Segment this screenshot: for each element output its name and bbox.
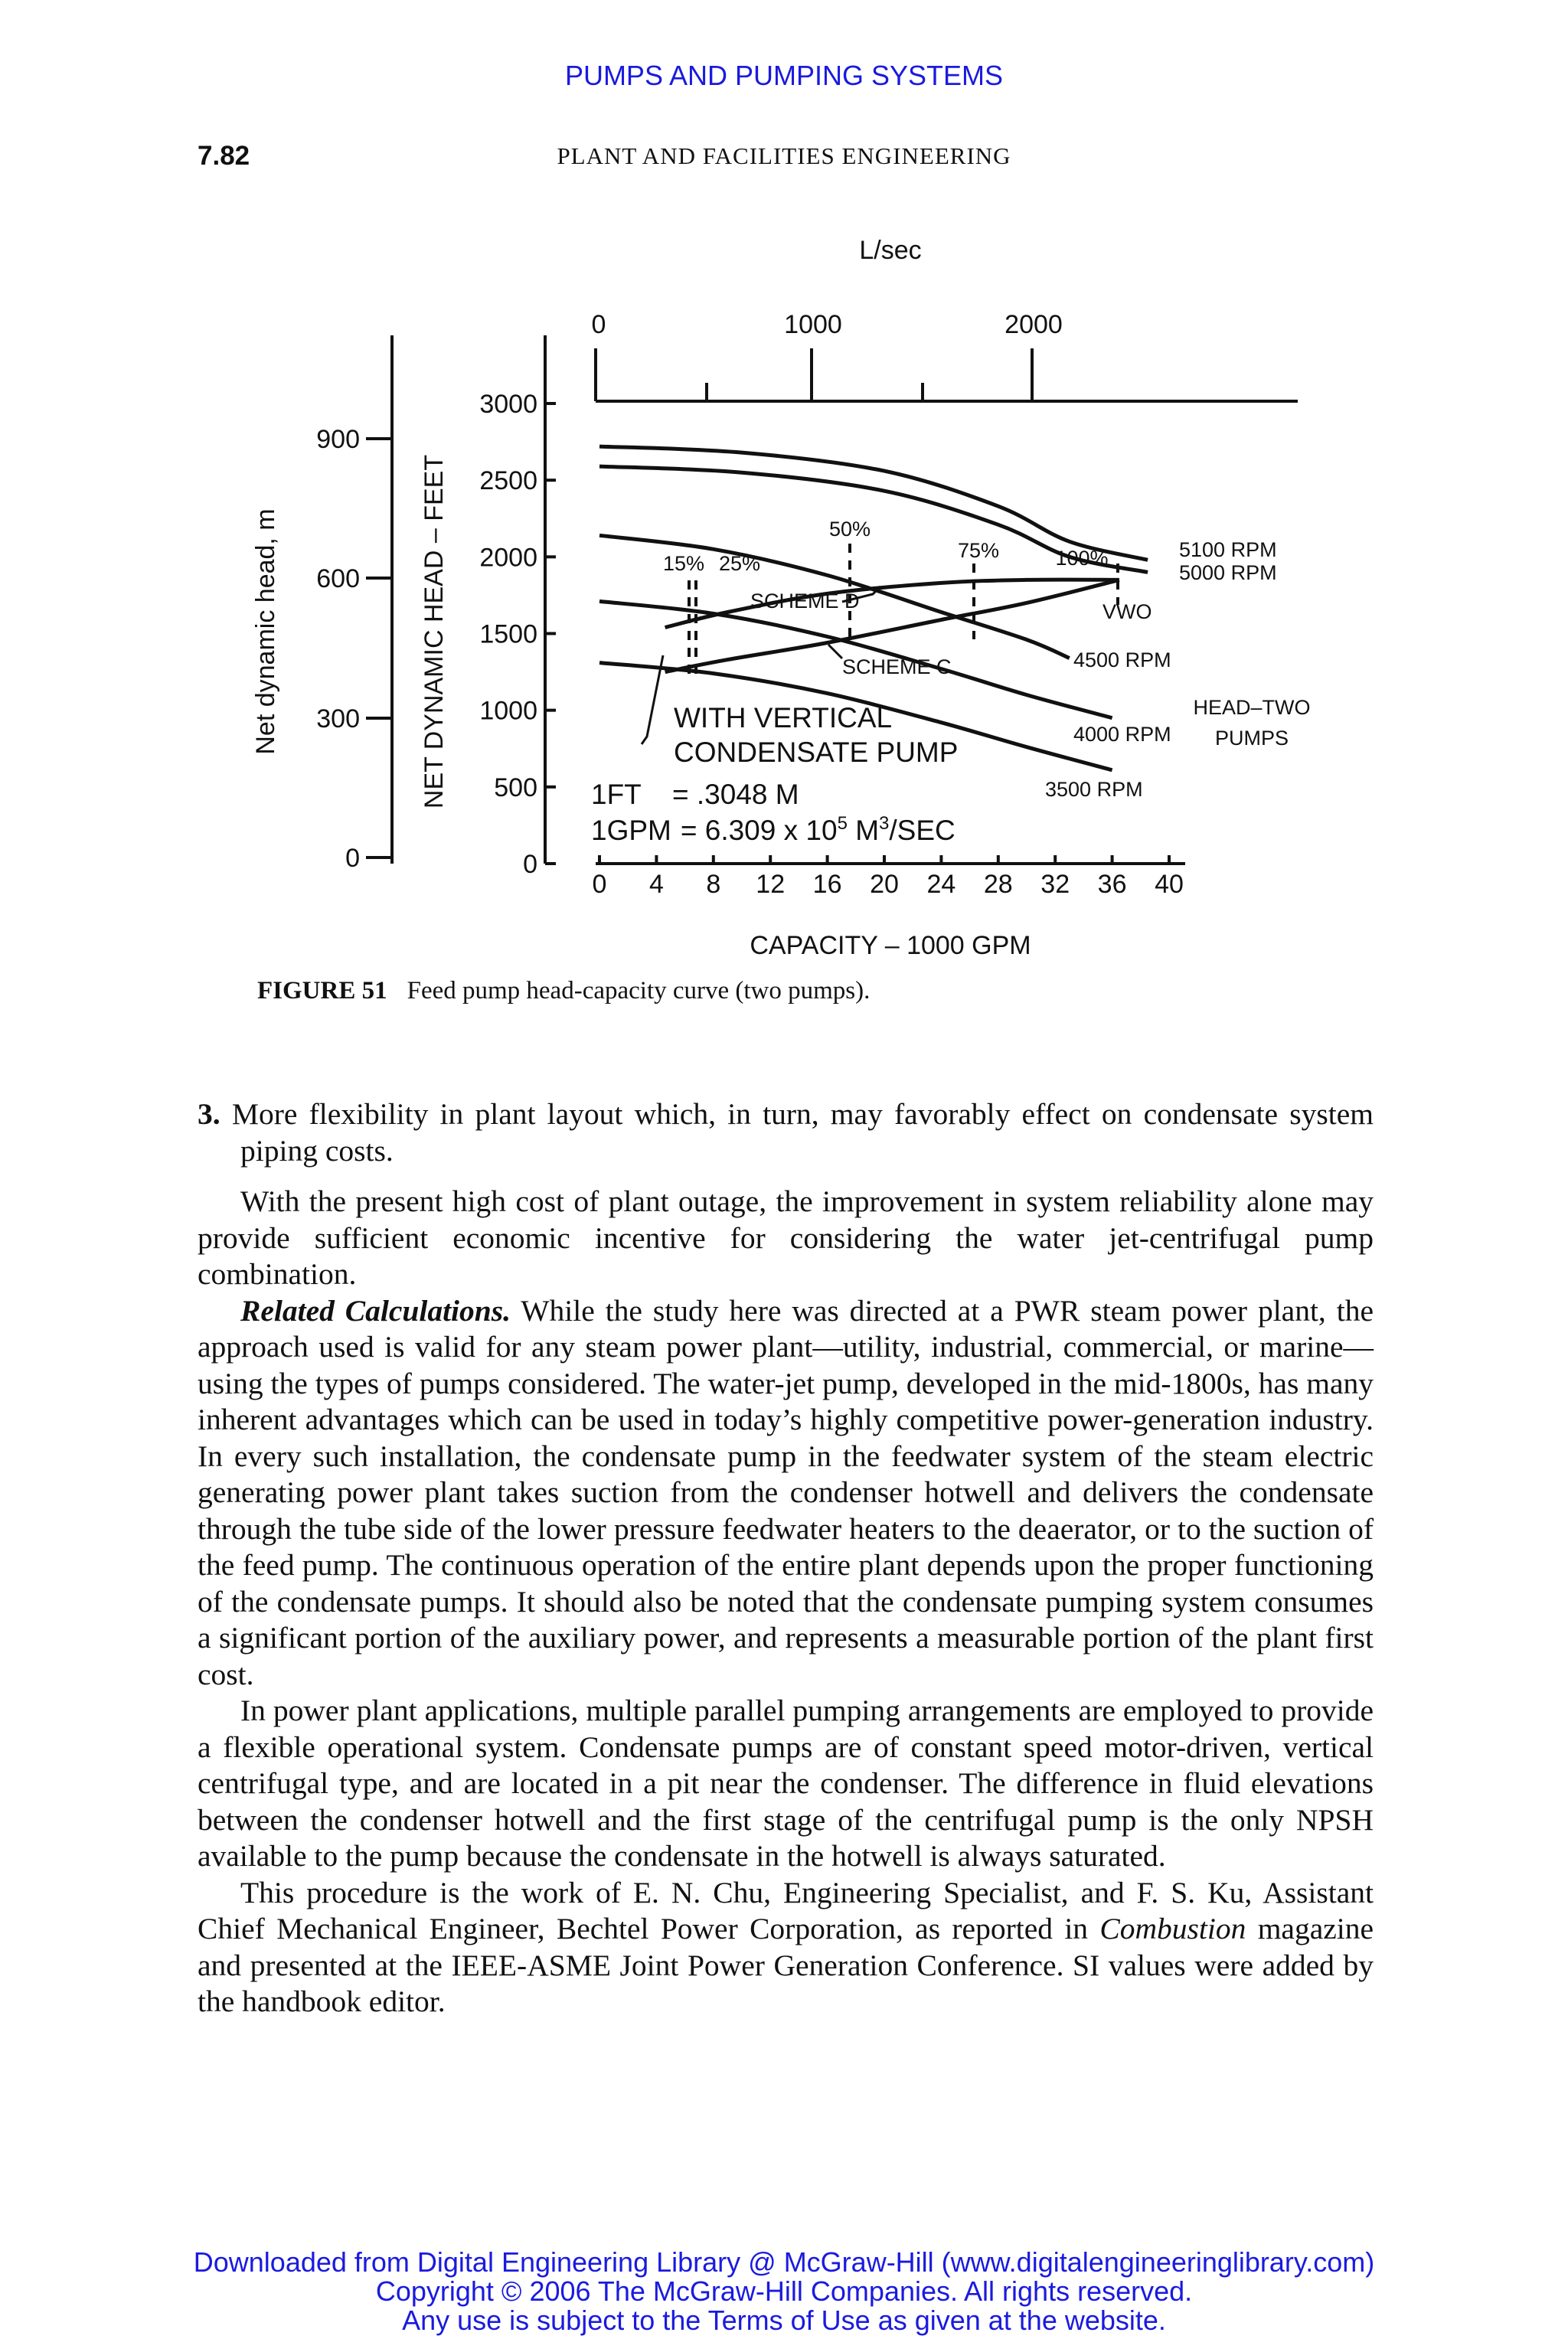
bottom-tick-label: 12 <box>756 870 786 899</box>
label-75-percent: 75% <box>957 539 1000 562</box>
conv-gpm: 1GPM = 6.309 x $10^5$ $M^3$/SEC <box>591 813 956 846</box>
caption-label: FIGURE 51 <box>257 977 387 1004</box>
top-tick-label: 2000 <box>1004 310 1063 339</box>
bottom-tick-label: 20 <box>870 870 899 899</box>
bottom-tick-label: 36 <box>1097 870 1127 899</box>
label-4500-rpm: 4500 RPM <box>1073 648 1171 671</box>
footer-download-link[interactable]: Downloaded from Digital Engineering Library @ McGraw-Hill (www.digitalengineeringlibrary.com) <box>193 2246 1375 2278</box>
bottom-tick-label: 32 <box>1040 870 1070 899</box>
bottom-tick-label: 40 <box>1155 870 1184 899</box>
m-tick-label: 0 <box>345 844 360 873</box>
scheme-c-leader <box>828 645 842 658</box>
bottom-tick-label: 0 <box>592 870 607 899</box>
m-tick-label: 300 <box>316 704 360 733</box>
top-tick-label: 0 <box>591 310 606 339</box>
label-vwo: VWO <box>1102 600 1152 623</box>
left-axis-m-label: Net dynamic head, m <box>251 508 280 755</box>
label-pumps: PUMPS <box>1214 727 1289 750</box>
footer-copyright: Copyright © 2006 The McGraw-Hill Companies. All rights reserved. <box>375 2275 1193 2307</box>
list-item-3: 3. More flexibility in plant layout which, in turn, may favorably effect on condensate system piping costs. <box>198 1097 1374 1168</box>
label-head-two: HEAD–TWO <box>1193 696 1311 719</box>
conv-ft-value: = .3048 M <box>672 779 799 810</box>
ft-tick-label: 2000 <box>479 543 537 573</box>
top-tick-label: 1000 <box>784 310 842 339</box>
bottom-axis-label: CAPACITY – 1000 GPM <box>750 931 1031 960</box>
m-tick-label: 600 <box>316 564 360 593</box>
ft-tick-label: 1000 <box>479 696 537 726</box>
label-scheme-c: SCHEME C <box>842 655 952 678</box>
label-with-vertical: WITH VERTICAL <box>674 702 893 733</box>
ft-tick-label: 3000 <box>479 390 537 419</box>
left-axis-ft-label: NET DYNAMIC HEAD – FEET <box>420 454 449 809</box>
related-calculations-heading: Related Calculations. <box>240 1293 511 1328</box>
label-4000-rpm: 4000 RPM <box>1073 723 1171 746</box>
label-3500-rpm: 3500 RPM <box>1045 778 1143 801</box>
label-5000-rpm: 5000 RPM <box>1179 561 1277 584</box>
footer <box>0 2248 1568 2335</box>
curve-scheme-d <box>665 580 1119 627</box>
caption-text: Feed pump head-capacity curve (two pumps). <box>407 977 871 1004</box>
label-condensate-pump: CONDENSATE PUMP <box>674 737 959 768</box>
m-tick-label: 900 <box>316 425 360 454</box>
head-capacity-chart <box>0 0 1568 980</box>
bottom-tick-label: 16 <box>812 870 842 899</box>
conv-ft-label: 1FT <box>591 779 642 810</box>
label-15-percent: 15% <box>662 552 705 575</box>
paragraph-2: Related Calculations. While the study here was directed at a PWR steam power plant, the approach used is valid for any steam power plant—utility, industrial, commercial, or marine—using the types of pumps considered. The water-jet pump, developed in the mid-1800s, has many inherent advantages which can be used in today’s highly competitive power-generation industry. In every such installation, the condensate pump in the feedwater system of the steam electric generating power plant takes suction from the condenser hotwell and delivers the condensate through the tube side of the lower pressure feedwater heaters to the deaerator, or to the suction of the feed pump. The continuous operation of the entire plant depends upon the proper functioning of the condensate pumps. It should also be noted that the condensate pumping system consumes a significant portion of the auxiliary power, and represents a measurable portion of the plant first cost. <box>198 1293 1374 1691</box>
paragraph-1: With the present high cost of plant outage, the improvement in system reliability alone may provide sufficient economic incentive for considering the water jet-centrifugal pump combination. <box>198 1184 1374 1291</box>
label-50-percent: 50% <box>828 518 871 541</box>
label-100-percent: 100% <box>1055 547 1109 570</box>
figure-caption <box>257 977 870 1005</box>
paragraph-3: In power plant applications, multiple parallel pumping arrangements are employed to provide a flexible operational system. Condensate pumps are of constant speed motor-driven, vertical centrifugal type, and are located in a pit near the condenser. The difference in fluid elevations between the condenser hotwell and the first stage of the centrifugal pump is the only NPSH available to the pump because the condensate in the hotwell is always saturated. <box>198 1694 1374 1873</box>
bottom-tick-label: 28 <box>983 870 1013 899</box>
label-scheme-d: SCHEME D <box>750 590 860 612</box>
ft-tick-label: 1500 <box>479 619 537 649</box>
label-25-percent: 25% <box>718 552 761 575</box>
running-head: PLANT AND FACILITIES ENGINEERING <box>557 142 1011 169</box>
paragraph-4: This procedure is the work of E. N. Chu, Engineering Specialist, and F. S. Ku, Assistant Chief Mechanical Engineer, Bechtel Power Corporation, as reported in Combustion magazine and presented at the IEEE-ASME Joint Power Generation Conference. SI values were added by the handbook editor. <box>198 1875 1374 2018</box>
ft-tick-label: 2500 <box>479 466 537 496</box>
body-text <box>198 1096 1374 2020</box>
bottom-tick-label: 4 <box>648 870 664 899</box>
ft-tick-label: 0 <box>523 850 537 879</box>
banner: PUMPS AND PUMPING SYSTEMS <box>564 60 1004 91</box>
footer-terms[interactable]: Any use is subject to the Terms of Use as given at the website. <box>402 2305 1166 2336</box>
ft-tick-label: 500 <box>494 773 537 802</box>
label-5100-rpm: 5100 RPM <box>1179 538 1277 561</box>
top-axis-label: L/sec <box>859 236 922 265</box>
bottom-tick-label: 8 <box>706 870 721 899</box>
bottom-tick-label: 24 <box>926 870 956 899</box>
page-number: 7.82 <box>198 141 250 171</box>
